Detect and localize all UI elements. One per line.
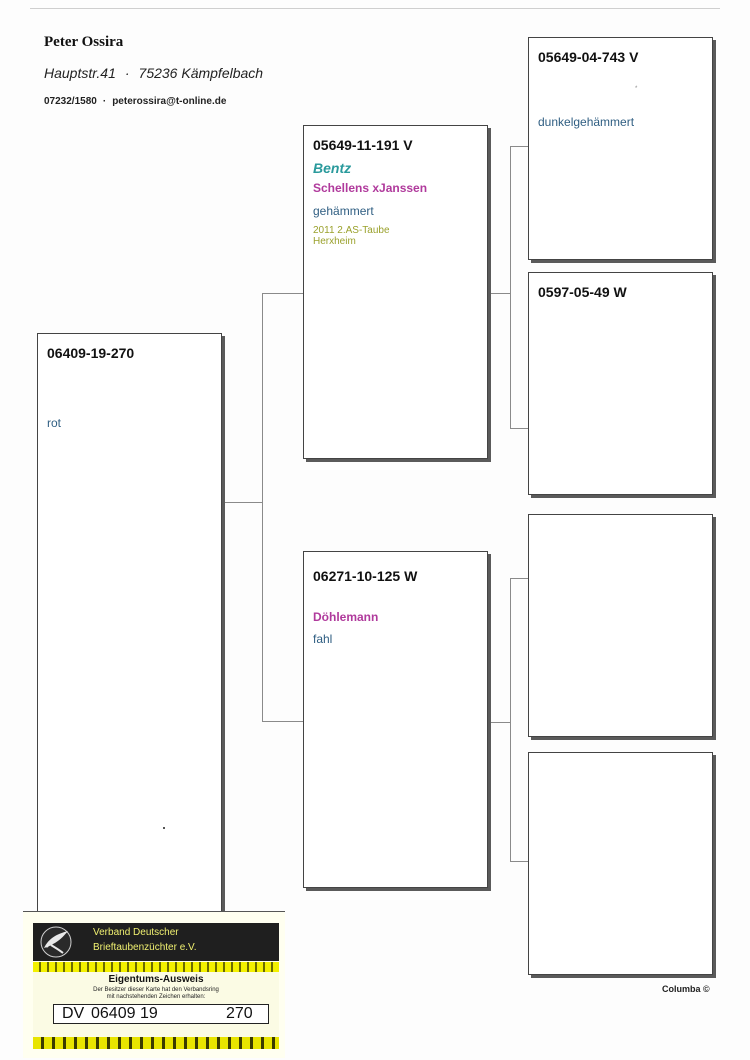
ring-prefix: DV xyxy=(62,1005,85,1022)
connector-mgm-in xyxy=(510,861,528,862)
ownership-card-text xyxy=(33,987,279,1001)
decorative-stripe-bottom xyxy=(33,1037,279,1049)
connector-parents-vertical xyxy=(262,293,263,722)
contact-separator: · xyxy=(102,96,107,107)
address-separator: · xyxy=(124,65,130,81)
paternal-grandfather-color: dunkelgehämmert xyxy=(538,115,635,129)
mother-color: fahl xyxy=(313,632,333,646)
father-color: gehämmert xyxy=(313,204,374,218)
owner-street: Hauptstr.41 xyxy=(44,65,116,81)
maternal-grandmother-card xyxy=(528,752,713,975)
ownership-card-text-line2: mit nachstehenden Zeichen erhalten: xyxy=(106,994,206,1000)
paternal-grandmother-card xyxy=(528,272,713,495)
owner-email: peterossira@t-online.de xyxy=(112,96,227,107)
connector-grandmother-in xyxy=(510,428,528,429)
father-breeder: Schellens xJanssen xyxy=(313,181,428,195)
mother-breeder: Döhlemann xyxy=(313,610,379,624)
father-achievement xyxy=(313,225,390,247)
pigeon-card xyxy=(37,333,222,942)
connector-grandfather-in xyxy=(510,146,528,147)
footer-credit: Columba © xyxy=(662,984,710,994)
ownership-card-body xyxy=(33,972,279,1037)
ownership-card xyxy=(23,911,285,1058)
ownership-card-title: Eigentums-Ausweis xyxy=(108,974,204,985)
connector-father-in xyxy=(262,293,303,294)
owner-address xyxy=(44,65,263,81)
owner-phone: 07232/1580 xyxy=(44,96,97,107)
owner-contact xyxy=(44,96,226,107)
org-name-line2: Brieftaubenzüchter e.V. xyxy=(93,942,197,953)
father-name: Bentz xyxy=(313,160,352,176)
connector-father-out xyxy=(488,293,510,294)
connector-pigeon-out xyxy=(222,502,262,503)
father-achievement-line1: 2011 2.AS-Taube xyxy=(313,225,390,236)
mother-card xyxy=(303,551,488,888)
ring-number: 06409 19 xyxy=(91,1005,158,1022)
paternal-grandfather-ring-number: 05649-04-743 V xyxy=(538,49,639,65)
top-rule xyxy=(30,8,720,9)
owner-city: 75236 Kämpfelbach xyxy=(138,65,264,81)
connector-father-vertical xyxy=(510,146,511,429)
paternal-grandmother-ring-number: 0597-05-49 W xyxy=(538,284,627,300)
father-achievement-line2: Herxheim xyxy=(313,236,356,247)
connector-mother-vertical xyxy=(510,578,511,862)
connector-mother-in xyxy=(262,721,303,722)
decorative-stripe-top xyxy=(33,962,279,972)
connector-mgf-in xyxy=(510,578,528,579)
ownership-card-text-line1: Der Besitzer dieser Karte hat den Verbandsring xyxy=(93,987,219,993)
father-ring-number: 05649-11-191 V xyxy=(313,137,413,153)
father-card xyxy=(303,125,488,459)
stray-dot xyxy=(163,827,165,829)
maternal-grandfather-card xyxy=(528,514,713,737)
paternal-grandfather-card xyxy=(528,37,713,260)
connector-mother-out xyxy=(488,722,510,723)
ring-suffix: 270 xyxy=(226,1005,253,1022)
ownership-ring-number xyxy=(53,1004,269,1024)
mother-ring-number: 06271-10-125 W xyxy=(313,568,418,584)
paternal-grandfather-mark: * xyxy=(635,86,638,92)
org-name-line1: Verband Deutscher xyxy=(93,927,179,938)
pigeon-logo-icon xyxy=(39,926,73,958)
owner-name: Peter Ossira xyxy=(44,34,124,50)
ownership-card-header xyxy=(33,923,279,961)
pigeon-ring-number: 06409-19-270 xyxy=(47,345,135,361)
pigeon-color: rot xyxy=(47,416,62,430)
